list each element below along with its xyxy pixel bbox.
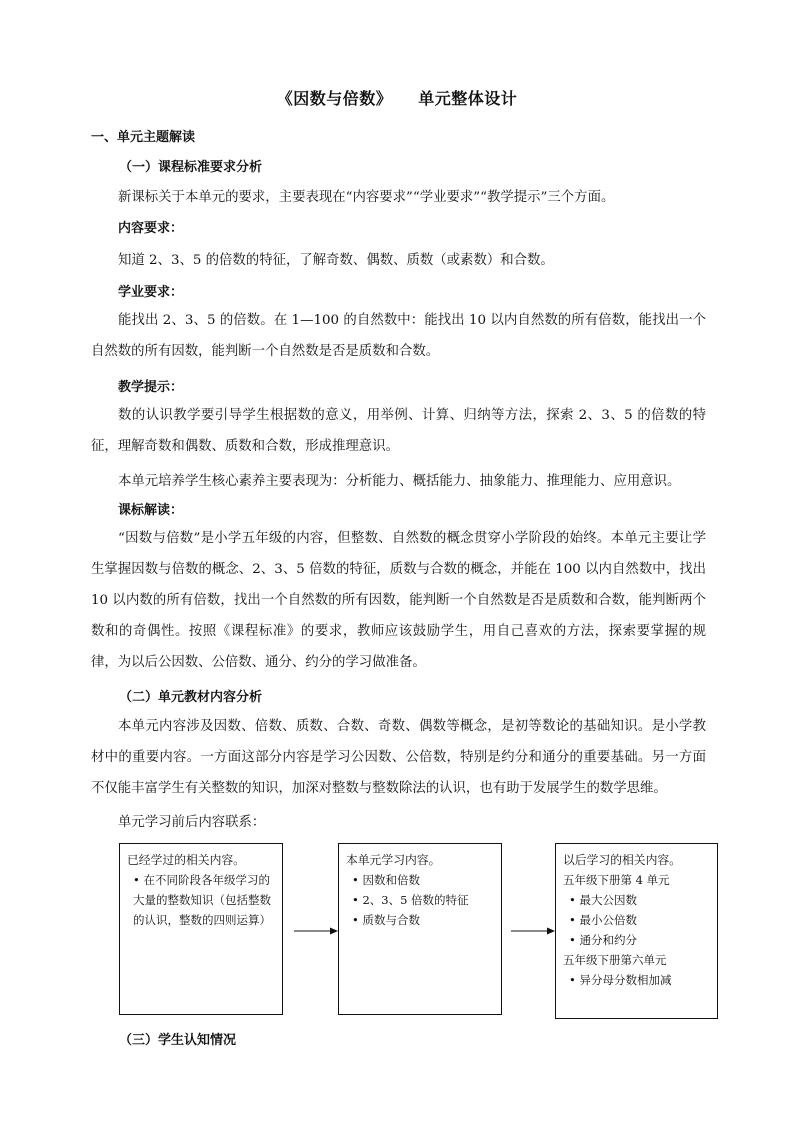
- prior-knowledge-item: • 在不同阶段各年级学习的大量的整数知识（包括整数的认识，整数的四则运算）: [133, 873, 271, 927]
- future-learning-title: 以后学习的相关内容。: [563, 853, 681, 867]
- content-requirement-text: 知道 2、3、5 的倍数的特征，了解奇数、偶数、质数（或素数）和合数。: [118, 253, 554, 268]
- academic-requirement-label: 学业要求：: [118, 285, 184, 300]
- future-learning-item: • 异分母分数相加减: [569, 973, 672, 987]
- future-learning-box: [555, 843, 718, 1019]
- prior-knowledge-title: 已经学过的相关内容。: [127, 853, 245, 867]
- subsection-heading-3: （三）学生认知情况: [119, 1033, 237, 1048]
- subsection-heading-1: （一）课程标准要求分析: [119, 160, 263, 175]
- current-unit-item: • 因数和倍数: [352, 873, 420, 887]
- teaching-tip-label: 教学提示：: [118, 380, 184, 395]
- future-learning-item: • 最小公倍数: [569, 913, 637, 927]
- future-group-heading: 五年级下册第六单元: [563, 953, 667, 967]
- title-right: 单元整体设计: [418, 89, 518, 108]
- arrow-right-icon: [294, 924, 338, 938]
- interpretation-label: 课标解读：: [118, 503, 184, 518]
- material-analysis-text: 本单元内容涉及因数、倍数、质数、合数、奇数、偶数等概念，是初等数论的基础知识。是小学教材中的重要内容。一方面这部分内容是学习公因数、公倍数，特别是约分和通分的重要基础。另一方面不仅能丰富学生有关整数的知识，加深对整数与整数除法的认识，也有助于发展学生的数学思维。: [91, 719, 706, 796]
- relation-label: 单元学习前后内容联系：: [118, 815, 266, 830]
- teaching-tip-text: 数的认识教学要引导学生根据数的意义，用举例、计算、归纳等方法，探索 2、3、5 的倍数的特征，理解奇数和偶数、质数和合数，形成推理意识。: [91, 408, 706, 454]
- core-literacy-text: 本单元培养学生核心素养主要表现为：分析能力、概括能力、抽象能力、推理能力、应用意识。: [118, 474, 681, 489]
- future-learning-item: • 通分和约分: [569, 933, 637, 947]
- subsection-heading-2: （二）单元教材内容分析: [119, 690, 263, 705]
- current-unit-title: 本单元学习内容。: [346, 853, 441, 867]
- academic-requirement-text: 能找出 2、3、5 的倍数。在 1—100 的自然数中：能找出 10 以内自然数的所有倍数，能找出一个自然数的所有因数，能判断一个自然数是否是质数和合数。: [91, 313, 706, 359]
- current-unit-item: • 2、3、5 倍数的特征: [352, 893, 469, 907]
- future-group-heading: 五年级下册第 4 单元: [563, 873, 670, 887]
- intro-paragraph: 新课标关于本单元的要求，主要表现在“内容要求”“学业要求”“教学提示”三个方面。: [118, 190, 615, 205]
- current-unit-item: • 质数与合数: [352, 913, 420, 927]
- prior-knowledge-box: [119, 843, 283, 1015]
- current-unit-box: [338, 843, 502, 1015]
- content-requirement-label: 内容要求：: [118, 221, 184, 236]
- interpretation-text: “因数与倍数”是小学五年级的内容，但整数、自然数的概念贯穿小学阶段的始终。本单元主要让学生掌握因数与倍数的概念、2、3、5 倍数的特征，质数与合数的概念，并能在 100 以内自然数中，找出 10 以内数的所有倍数，找出一个自然数的所有因数，能判断一个自然数是否是质数和合数，能判断两个数和的奇偶性。按照《课程标准》的要求，教师应该鼓励学生，用自己喜欢的方法，探索要掌握的规律，为以后公因数、公倍数、通分、约分的学习做准备。: [91, 531, 706, 670]
- arrow-right-icon: [511, 924, 555, 938]
- document-title: [0, 86, 794, 109]
- future-learning-item: • 最大公因数: [569, 893, 637, 907]
- section-heading-1: 一、单元主题解读: [91, 130, 196, 145]
- title-left: 《因数与倍数》: [276, 89, 393, 108]
